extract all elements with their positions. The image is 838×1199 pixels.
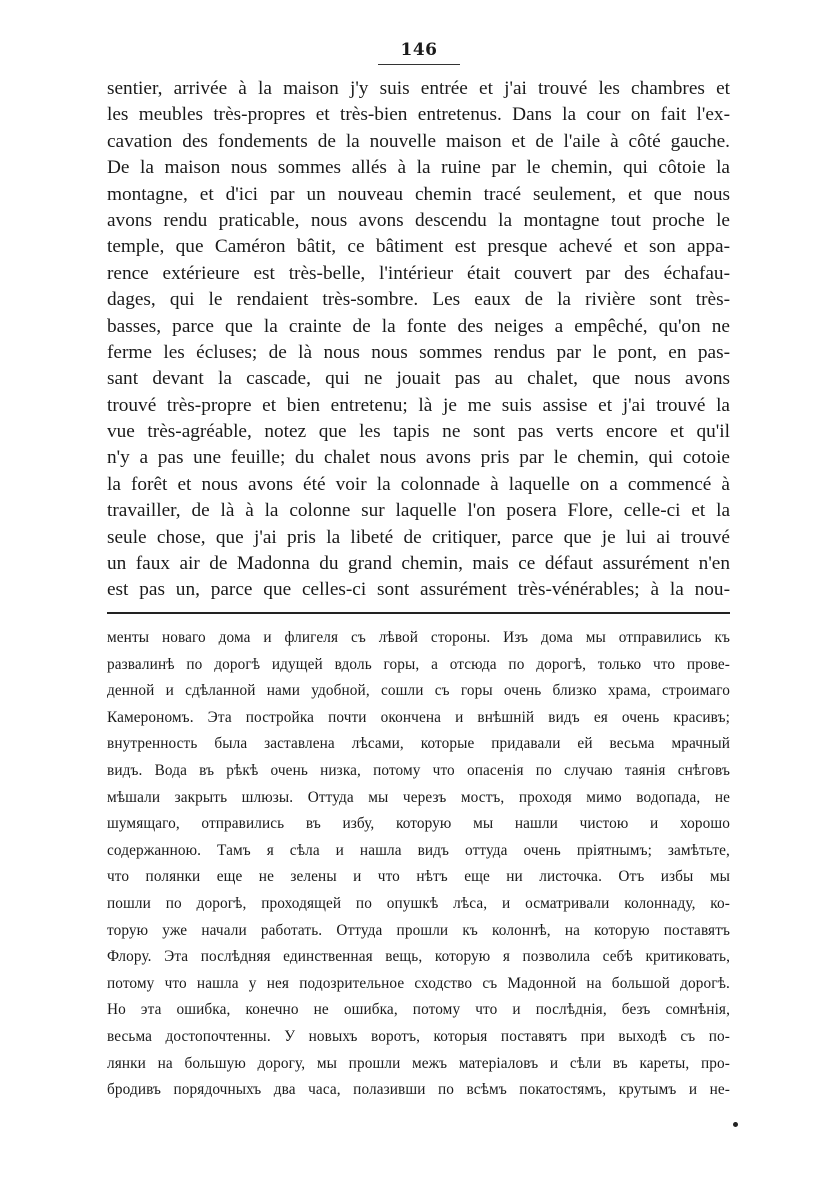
- french-line: seule chose, que j'ai pris la libeté de critiquer, parce que je lui ai trouvé: [107, 526, 730, 548]
- french-line: avons rendu praticable, nous avons descendu la montagne tout proche le: [107, 209, 730, 231]
- french-line: De la maison nous sommes allés à la ruine par le chemin, qui côtoie la: [107, 157, 730, 179]
- russian-line: Флору. Эта послѣдняя единственная вещь, которую я позволила себѣ критиковать,: [107, 948, 730, 966]
- russian-line: лянки на большую дорогу, мы прошли межъ матеріаловъ и сѣли въ кареты, про-: [107, 1054, 730, 1072]
- russian-line: весьма достопочтенны. У новыхъ воротъ, которыя поставятъ при выходѣ съ по-: [107, 1027, 730, 1045]
- russian-line: торую уже начали работать. Оттуда прошли къ колоннѣ, на которую поставятъ: [107, 921, 730, 939]
- french-line: un faux air de Madonna du grand chemin, mais ce défaut assurément n'en: [107, 553, 730, 575]
- russian-line: денной и сдѣланной нами удобной, сошли съ горы очень близко храма, строимаго: [107, 682, 730, 700]
- russian-line: внутренность была заставлена лѣсами, которые придавали ей весьма мрачный: [107, 735, 730, 753]
- french-line: basses, parce que la crainte de la fonte des neiges a empêché, qu'on ne: [107, 315, 730, 337]
- footnote-divider: [107, 612, 730, 614]
- russian-line: шумящаго, отправились въ избу, которую мы нашли чистою и хорошо: [107, 815, 730, 833]
- french-line: les meubles très-propres et très-bien entretenus. Dans la cour on fait l'ex-: [107, 104, 730, 126]
- french-line: ferme les écluses; de là nous nous sommes rendus par le pont, en pas-: [107, 341, 730, 363]
- french-line: est pas un, parce que celles-ci sont assurément très-vénérables; à la nou-: [107, 579, 730, 601]
- russian-line: пошли по дорогѣ, проходящей по опушкѣ лѣса, и осматривали колоннаду, ко-: [107, 894, 730, 912]
- russian-line: мѣшали закрыть шлюзы. Оттуда мы черезъ мостъ, проходя мимо водопада, не: [107, 788, 730, 806]
- french-line: dages, qui le rendaient très-sombre. Les eaux de la rivière sont très-: [107, 289, 730, 311]
- russian-line: потому что нашла у нея подозрительное сходство съ Мадонной на большой дорогѣ.: [107, 974, 730, 992]
- russian-line: что полянки еще не зелены и что нѣтъ еще ни листочка. Отъ избы мы: [107, 868, 730, 886]
- french-line: temple, que Caméron bâtit, ce bâtiment est presque achevé et son appa-: [107, 236, 730, 258]
- russian-line: содержанною. Тамъ я сѣла и нашла видъ оттуда очень пріятнымъ; замѣтьте,: [107, 841, 730, 859]
- printer-dot-mark: [733, 1122, 738, 1127]
- french-line: travailler, de là à la colonne sur laquelle l'on posera Flore, celle-ci et la: [107, 500, 730, 522]
- french-line: cavation des fondements de la nouvelle maison et de l'aile à côté gauche.: [107, 130, 730, 152]
- russian-line: Но эта ошибка, конечно не ошибка, потому что и послѣднія, безъ сомнѣнія,: [107, 1001, 730, 1019]
- french-line: montagne, et d'ici par un nouveau chemin tracé seulement, et que nous: [107, 183, 730, 205]
- french-line: la forêt et nous avons été voir la colonnade à laquelle on a commencé à: [107, 473, 730, 495]
- russian-line: бродивъ порядочныхъ два часа, полазивши по всѣмъ покатостямъ, крутымъ и не-: [107, 1081, 730, 1099]
- russian-line: видъ. Вода въ рѣкѣ очень низка, потому что опасенія по случаю таянія снѣговъ: [107, 761, 730, 779]
- russian-line: менты новаго дома и флигеля съ лѣвой стороны. Изъ дома мы отправились къ: [107, 629, 730, 646]
- russian-line: Камерономъ. Эта постройка почти окончена и внѣшній видъ ея очень красивъ;: [107, 708, 730, 726]
- french-line: sentier, arrivée à la maison j'y suis entrée et j'ai trouvé les chambres et: [107, 78, 730, 99]
- russian-line: развалинѣ по дорогѣ идущей вдоль горы, а отсюда по дорогѣ, только что прове-: [107, 655, 730, 673]
- french-line: sant devant la cascade, qui ne jouait pas au chalet, que nous avons: [107, 368, 730, 390]
- french-main-text: [107, 76, 730, 604]
- page-number: 146: [400, 40, 438, 60]
- french-line: rence extérieure est très-belle, l'intérieur était couvert par des échafau-: [107, 262, 730, 284]
- french-line: vue très-agréable, notez que les tapis ne sont pas verts encore et qu'il: [107, 421, 730, 443]
- french-line: n'y a pas une feuille; du chalet nous avons pris par le chemin, qui cotoie: [107, 447, 730, 469]
- page-number-rule: [378, 64, 460, 65]
- russian-translation-text: [107, 625, 730, 1104]
- french-line: trouvé très-propre et bien entretenu; là je me suis assise et j'ai trouvé la: [107, 394, 730, 416]
